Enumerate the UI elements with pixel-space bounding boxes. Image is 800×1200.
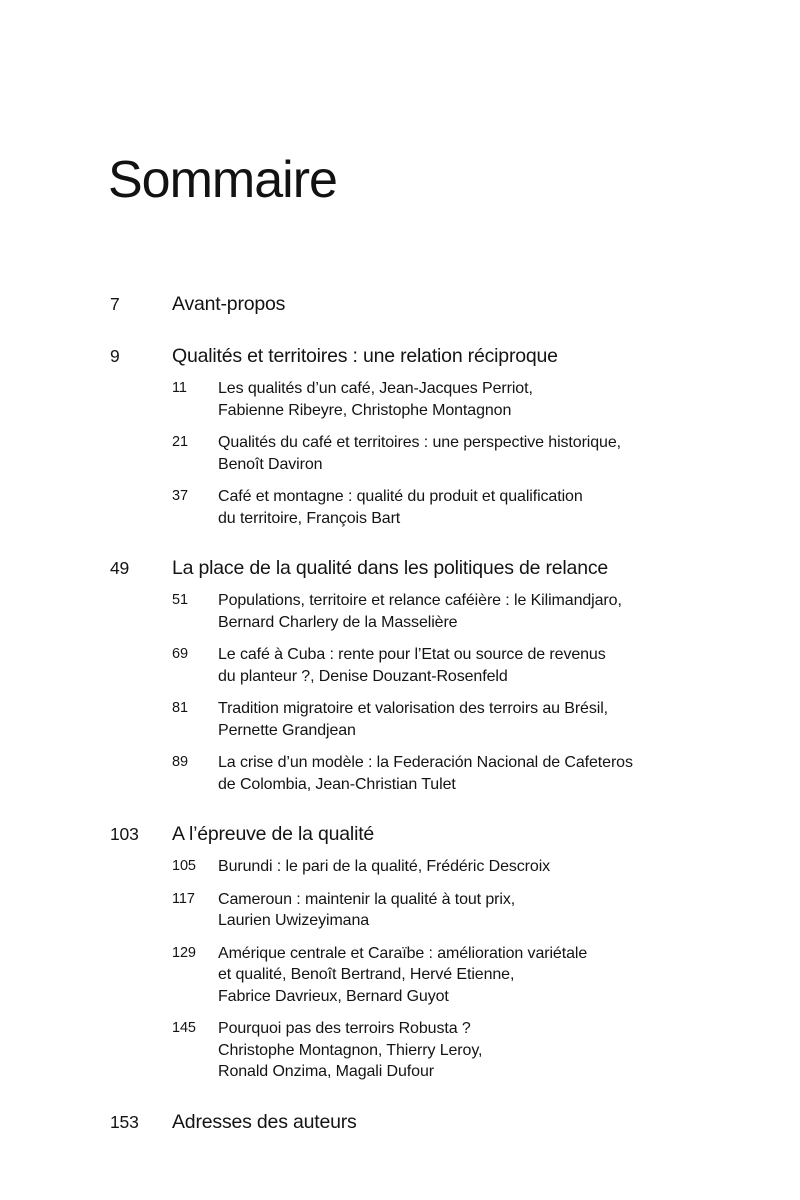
toc-entry — [172, 486, 710, 529]
toc-entry — [172, 943, 710, 1008]
entry-title: Adresses des auteurs — [172, 1110, 357, 1133]
page-number: 105 — [172, 858, 196, 874]
toc-entry — [172, 752, 710, 795]
entry-title: Qualités du café et territoires : une perspective historique, — [218, 434, 622, 451]
page-number: 129 — [172, 944, 196, 961]
page-number: 21 — [172, 434, 188, 450]
entry-title: Les qualités d’un café, Jean-Jacques Perriot, — [218, 380, 533, 397]
entry-title-continued: et qualité, Benoît Bertrand, Hervé Etienne, — [218, 966, 515, 983]
entry-title: Tradition migratoire et valorisation des terroirs au Brésil, — [218, 700, 609, 717]
entry-title: Pourquoi pas des terroirs Robusta ? — [218, 1020, 471, 1037]
page-number: 51 — [172, 592, 188, 608]
toc-entry — [110, 1109, 710, 1135]
table-of-contents — [110, 291, 710, 1135]
entry-title-continued: Benoît Daviron — [218, 455, 323, 473]
entry-title-continued: Laurien Uwizeyimana — [218, 912, 370, 929]
toc-entry — [172, 698, 710, 741]
toc-entry — [172, 644, 710, 687]
toc-entry — [172, 378, 710, 421]
entry-title-continued: du planteur ?, Denise Douzant-Rosenfeld — [218, 667, 508, 685]
entry-title-continued: Christophe Montagnon, Thierry Leroy, — [218, 1041, 483, 1059]
entry-title: Populations, territoire et relance caféière : le Kilimandjaro, — [218, 592, 622, 609]
page-number: 145 — [172, 1020, 196, 1036]
page-number: 81 — [172, 700, 188, 716]
entry-title: La crise d’un modèle : la Federación Nacional de Cafeteros — [218, 754, 633, 771]
page-number: 49 — [110, 558, 130, 578]
toc-entry — [172, 856, 710, 878]
entry-title-continued: Pernette Grandjean — [218, 721, 356, 739]
entry-title-continued: Fabrice Davrieux, Bernard Guyot — [218, 987, 449, 1005]
entry-title: Café et montagne : qualité du produit et qualification — [218, 488, 583, 505]
entry-title-continued: Fabienne Ribeyre, Christophe Montagnon — [218, 401, 512, 419]
entry-title: Amérique centrale et Caraïbe : amélioration variétale — [218, 944, 588, 962]
toc-entry — [172, 432, 710, 475]
page-number: 153 — [110, 1111, 139, 1132]
page-number: 9 — [110, 346, 120, 366]
toc-entry — [110, 343, 710, 369]
toc-entry — [172, 889, 710, 932]
toc-entry — [110, 291, 710, 317]
page-number: 7 — [110, 294, 120, 314]
entry-title-continued: du territoire, François Bart — [218, 509, 401, 527]
toc-entry — [110, 821, 710, 847]
entry-title-continued: de Colombia, Jean-Christian Tulet — [218, 775, 456, 793]
toc-entry — [110, 555, 710, 581]
page-title: Sommaire — [108, 151, 337, 209]
page-number: 69 — [172, 646, 188, 662]
page-number: 11 — [172, 380, 187, 396]
entry-title: Le café à Cuba : rente pour l’Etat ou source de revenus — [218, 646, 606, 663]
page-number: 103 — [110, 824, 139, 844]
toc-entry — [172, 1018, 710, 1083]
page-number: 117 — [172, 890, 195, 907]
entry-title-continued: Bernard Charlery de la Masselière — [218, 613, 458, 631]
entry-title: La place de la qualité dans les politiques de relance — [172, 557, 609, 579]
entry-title: Avant-propos — [172, 293, 286, 315]
entry-title: Qualités et territoires : une relation réciproque — [172, 345, 558, 367]
entry-title-continued: Ronald Onzima, Magali Dufour — [218, 1063, 434, 1080]
page-number: 89 — [172, 754, 188, 770]
page-number: 37 — [172, 488, 188, 504]
entry-title: Burundi : le pari de la qualité, Frédéric Descroix — [218, 858, 551, 875]
entry-title: A l’épreuve de la qualité — [172, 823, 375, 845]
entry-title: Cameroun : maintenir la qualité à tout prix, — [218, 890, 516, 908]
toc-entry — [172, 590, 710, 633]
